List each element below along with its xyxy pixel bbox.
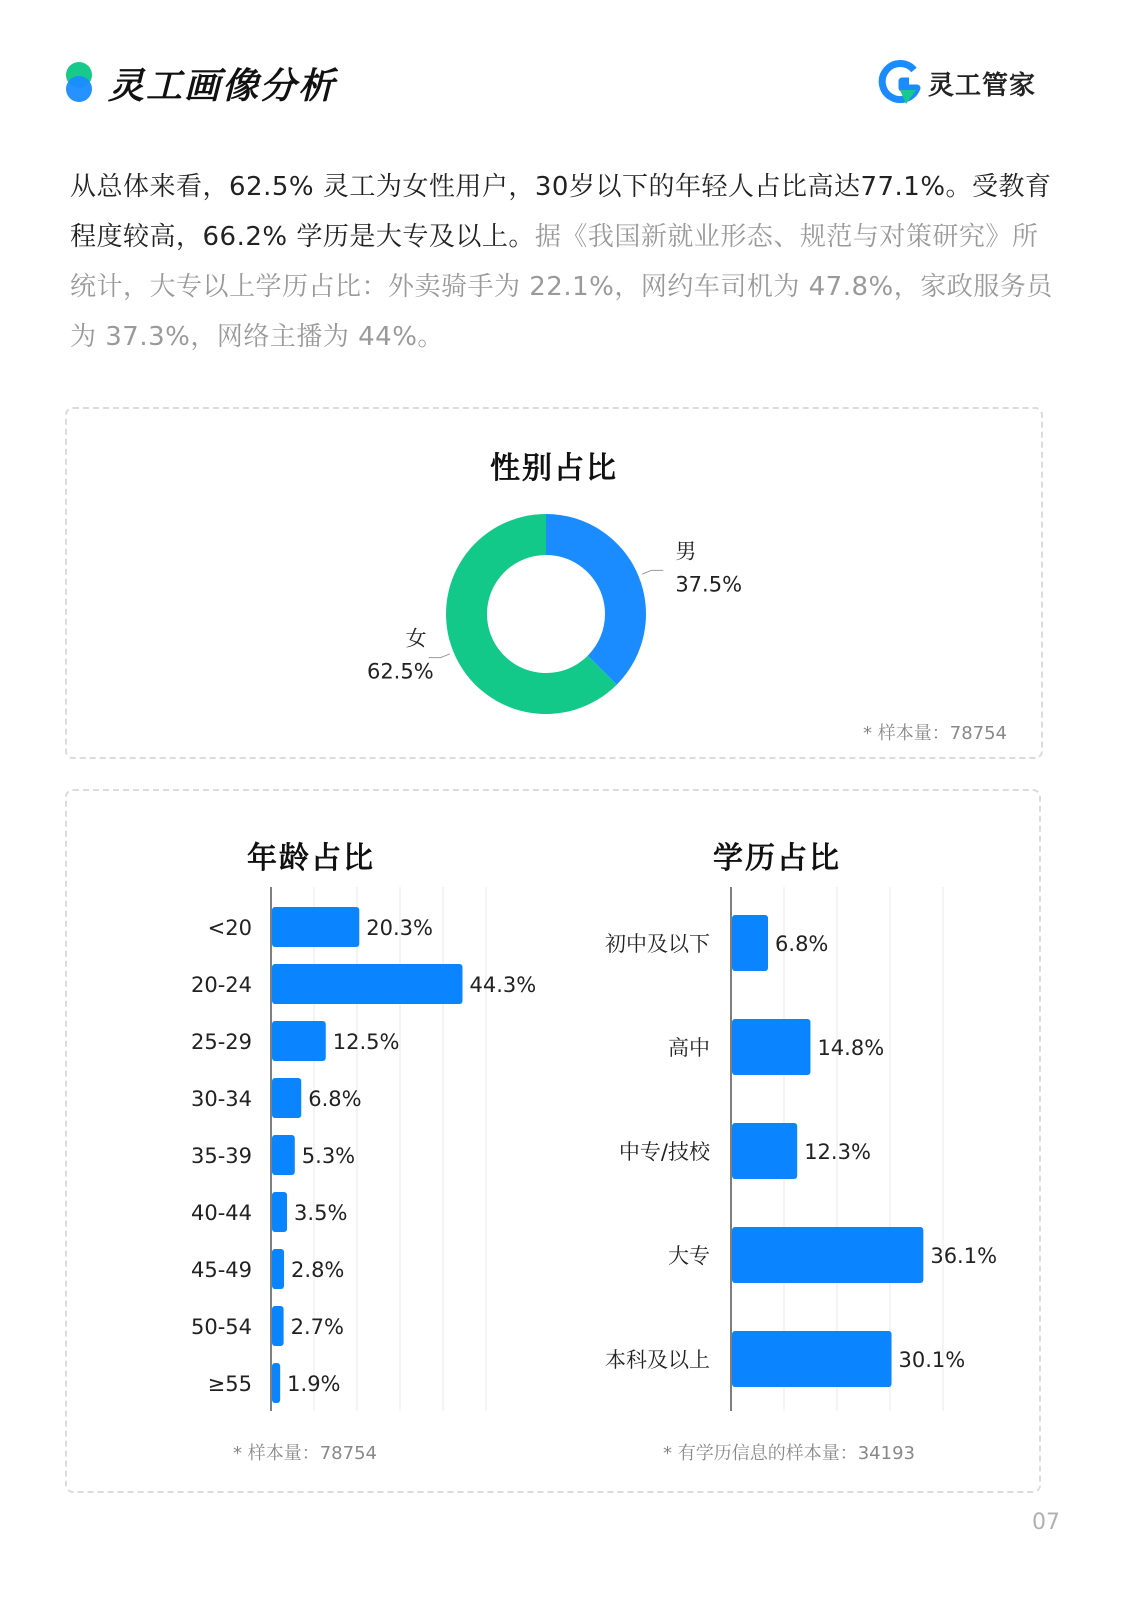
age-bar-7 xyxy=(272,1306,284,1346)
age-category-label-3: 30-34 xyxy=(190,1087,252,1111)
brand-g-logo-icon xyxy=(876,60,922,106)
age-value-label-3: 6.8% xyxy=(308,1087,362,1111)
edu-value-label-4: 30.1% xyxy=(898,1348,966,1372)
edu-value-label-3: 36.1% xyxy=(930,1244,998,1268)
age-category-label-5: 40-44 xyxy=(190,1201,252,1225)
donut-slice-0 xyxy=(546,514,646,685)
age-bar-5 xyxy=(272,1192,287,1232)
age-category-label-8: ≥55 xyxy=(207,1372,252,1396)
age-bar-8 xyxy=(272,1363,280,1403)
donut-leader-line-1 xyxy=(429,654,450,658)
page-title: 灵工画像分析 xyxy=(108,66,337,107)
edu-value-label-2: 12.3% xyxy=(804,1140,871,1164)
age-value-label-8: 1.9% xyxy=(287,1372,341,1396)
gender-sample-note: * 样本量：78754 xyxy=(863,723,1007,744)
edu-category-label-1: 高中 xyxy=(668,1036,710,1060)
edu-chart-title: 学历占比 xyxy=(713,841,841,876)
intro-main-text: 从总体来看，62.5% 灵工为女性用户，30岁以下的年轻人占比高达77.1%。受教育程度较高，66.2% 学历是大专及以上。 xyxy=(70,172,1052,252)
age-value-label-2: 12.5% xyxy=(332,1030,400,1054)
page-number: 07 xyxy=(1032,1510,1060,1535)
age-chart-title: 年龄占比 xyxy=(247,841,375,876)
edu-value-label-1: 14.8% xyxy=(817,1036,885,1060)
age-bar-1 xyxy=(272,964,462,1004)
brand-name: 灵工管家 xyxy=(928,70,1037,101)
brand-logo xyxy=(876,60,1036,106)
edu-bar-2 xyxy=(732,1123,797,1179)
edu-bar-0 xyxy=(732,915,768,971)
donut-slice-label-0: 男 xyxy=(675,539,697,564)
age-edu-chart-card xyxy=(65,789,1041,1493)
gender-chart-card xyxy=(65,407,1043,759)
age-bar-4 xyxy=(272,1135,295,1175)
gender-donut-chart xyxy=(67,409,1041,757)
age-category-label-7: 50-54 xyxy=(190,1315,252,1339)
edu-category-label-4: 本科及以上 xyxy=(605,1348,710,1372)
age-bar-2 xyxy=(272,1021,326,1061)
age-sample-note: * 样本量：78754 xyxy=(233,1443,377,1464)
edu-bar-3 xyxy=(732,1227,923,1283)
bar-charts xyxy=(67,791,1039,1491)
age-value-label-5: 3.5% xyxy=(294,1201,348,1225)
donut-leader-line-0 xyxy=(642,570,663,574)
edu-category-label-3: 大专 xyxy=(668,1244,710,1268)
age-bar-0 xyxy=(272,907,359,947)
donut-slice-value-0: 37.5% xyxy=(675,572,743,597)
age-bar-3 xyxy=(272,1078,301,1118)
age-value-label-6: 2.8% xyxy=(291,1258,345,1282)
age-category-label-1: 20-24 xyxy=(190,973,252,997)
gender-chart-title: 性别占比 xyxy=(490,451,618,486)
intro-paragraph xyxy=(70,162,1055,362)
age-value-label-0: 20.3% xyxy=(366,916,434,940)
age-value-label-4: 5.3% xyxy=(301,1144,356,1168)
age-category-label-0: <20 xyxy=(207,916,252,940)
age-category-label-2: 25-29 xyxy=(190,1030,252,1054)
edu-category-label-0: 初中及以下 xyxy=(605,932,710,956)
header-logo-dots xyxy=(66,62,92,102)
edu-bar-1 xyxy=(732,1019,810,1075)
age-value-label-7: 2.7% xyxy=(290,1315,344,1339)
edu-sample-note: * 有学历信息的样本量：34193 xyxy=(663,1443,915,1464)
donut-slice-label-1: 女 xyxy=(405,626,427,651)
age-category-label-4: 35-39 xyxy=(190,1144,252,1168)
edu-bar-4 xyxy=(732,1331,892,1387)
donut-slice-value-1: 62.5% xyxy=(366,659,434,684)
age-bar-6 xyxy=(272,1249,284,1289)
intro-source-text: 据《我国新就业形态、规范与对策研究》所统计，大专以上学历占比：外卖骑手为 22.1%，网约车司机为 47.8%，家政服务员为 37.3%，网络主播为 44%。 xyxy=(70,222,1053,352)
age-category-label-6: 45-49 xyxy=(190,1258,252,1282)
blue-dot-icon xyxy=(66,76,92,102)
edu-value-label-0: 6.8% xyxy=(775,932,829,956)
age-value-label-1: 44.3% xyxy=(469,973,537,997)
edu-category-label-2: 中专/技校 xyxy=(618,1140,710,1164)
